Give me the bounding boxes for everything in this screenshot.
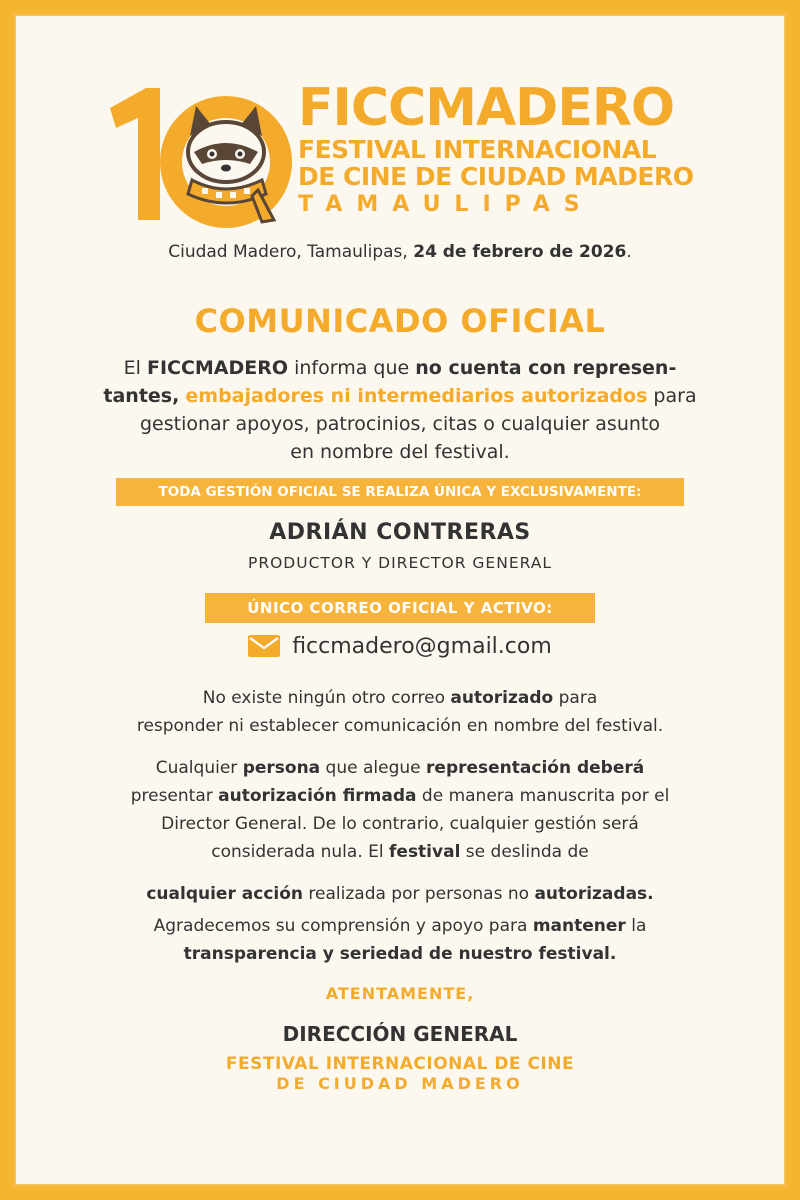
text: gestionar apoyos, patrocinios, citas o cualquier asunto — [140, 413, 660, 435]
organization-line-1: FESTIVAL INTERNACIONAL DE CINE — [225, 1054, 575, 1074]
text: representación deberá — [426, 758, 645, 778]
text: autorización firmada — [218, 786, 417, 806]
text: no cuenta con represen- — [415, 357, 677, 379]
raccoon-mascot-icon — [98, 80, 298, 230]
email-address[interactable]: ficcmadero@gmail.com — [292, 634, 552, 659]
text: considerada nula. El — [211, 842, 390, 862]
text: cualquier acción — [146, 884, 304, 904]
text: presentar — [130, 786, 219, 806]
text: Agradecemos su comprensión y apoyo para — [153, 916, 533, 936]
brand-line-2: DE CINE DE CIUDAD MADERO — [298, 162, 694, 191]
text: la — [625, 916, 647, 936]
text: autorizadas. — [534, 884, 654, 904]
paragraph-thanks — [14, 912, 786, 968]
text: autorizado — [450, 688, 554, 708]
date-suffix: . — [626, 242, 632, 262]
text: tantes, — [103, 385, 180, 407]
text: festival — [389, 842, 461, 862]
text: FICCMADERO — [146, 357, 289, 379]
text: Cualquier — [155, 758, 243, 778]
text: informa que — [288, 357, 416, 379]
brand-name: FICCMADERO — [298, 78, 675, 138]
text: No existe ningún otro correo — [202, 688, 451, 708]
official-email — [14, 634, 786, 659]
paragraph-no-other-email — [14, 684, 786, 740]
text: para — [647, 385, 697, 407]
intro-paragraph — [14, 354, 786, 466]
management-banner: TODA GESTIÓN OFICIAL SE REALIZA ÚNICA Y EXCLUSIVAMENTE: — [116, 478, 684, 506]
text: en nombre del festival. — [290, 441, 510, 463]
text: se deslinda de — [460, 842, 589, 862]
text: para — [553, 688, 598, 708]
document-date — [14, 242, 786, 262]
text: realizada por personas no — [303, 884, 535, 904]
brand-line-1: FESTIVAL INTERNACIONAL — [298, 135, 657, 164]
logo-wordmark — [298, 80, 718, 220]
text: persona — [242, 758, 321, 778]
text: El — [123, 357, 147, 379]
contact-role: PRODUCTOR Y DIRECTOR GENERAL — [247, 554, 552, 572]
text: que alegue — [320, 758, 427, 778]
envelope-icon — [248, 635, 280, 657]
date-prefix: Ciudad Madero, Tamaulipas, — [168, 242, 414, 262]
closing-salutation: ATENTAMENTE, — [325, 984, 475, 1003]
document-page — [14, 14, 786, 1186]
email-banner: ÚNICO CORREO OFICIAL Y ACTIVO: — [205, 593, 595, 623]
text: de manera manuscrita por el — [416, 786, 670, 806]
festival-logo — [98, 80, 718, 240]
date-value: 24 de febrero de 2026 — [413, 242, 627, 262]
page-title: COMUNICADO OFICIAL — [194, 302, 606, 340]
text: responder ni establecer comunicación en nombre del festival. — [136, 716, 664, 736]
highlighted-text: embajadores ni intermediarios autorizados — [185, 385, 648, 407]
text: Director General. De lo contrario, cualquier gestión será — [161, 814, 639, 834]
text: transparencia y seriedad de nuestro festival. — [183, 944, 617, 964]
paragraph-representation — [14, 754, 786, 908]
brand-state: TAMAULIPAS — [298, 192, 594, 217]
contact-name: ADRIÁN CONTRERAS — [269, 520, 531, 545]
signer: DIRECCIÓN GENERAL — [282, 1022, 518, 1046]
organization-line-2: DE CIUDAD MADERO — [276, 1074, 524, 1093]
text: mantener — [532, 916, 626, 936]
